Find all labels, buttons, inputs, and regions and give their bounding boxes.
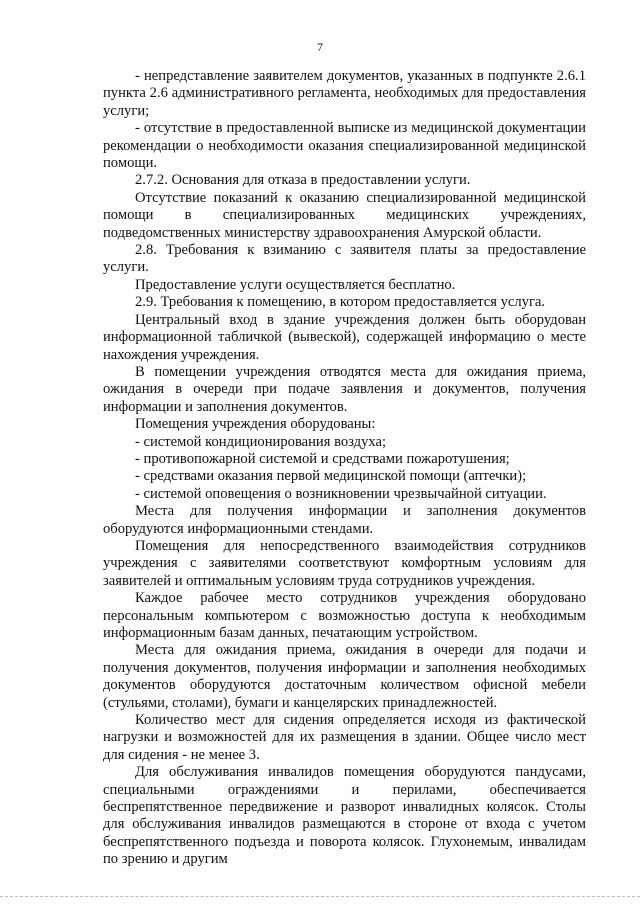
list-item: - системой оповещения о возникновении чрезвычайной ситуации. <box>135 485 547 502</box>
page-bottom-edge <box>0 896 640 897</box>
paragraph: 2.9. Требования к помещению, в котором предоставляется услуга. <box>135 294 546 311</box>
page-number: 7 <box>317 40 323 54</box>
paragraph: - отсутствие в предоставленной выписке из медицинской документации рекомендации о необходимости оказания специализированной медицинской помощи. <box>103 120 586 172</box>
paragraph: Отсутствие показаний к оказанию специализированной медицинской помощи в специализированных медицинских учреждениях, подведомственных министерству здравоохранения Амурской области. <box>103 189 586 241</box>
document-body <box>103 68 586 869</box>
paragraph: 2.8. Требования к взиманию с заявителя платы за предоставление услуги. <box>103 242 586 276</box>
paragraph: Центральный вход в здание учреждения должен быть оборудован информационной табличкой (вывеской), содержащей информацию о месте нахождения учреждения. <box>103 311 586 363</box>
paragraph: Места для ожидания приема, ожидания в очереди для подачи и получения документов, получения информации и заполнения необходимых документов оборудуются достаточным количеством офисной мебели (стульями, столами), бумаги и канцелярских принадлежностей. <box>103 642 586 711</box>
paragraph: Для обслуживания инвалидов помещения оборудуются пандусами, специальными ограждениями и перилами, обеспечивается беспрепятственное передвижение и разворот инвалидных колясок. Столы для обслуживания инвалидов размещаются в стороне от входа с учетом беспрепятственного подъезда и поворота колясок. Глухонемым, инвалидам по зрению и другим <box>103 764 586 868</box>
list-item: - системой кондиционирования воздуха; <box>135 433 387 450</box>
list-item: - средствами оказания первой медицинской помощи (аптечки); <box>135 468 527 485</box>
list-item: - противопожарной системой и средствами пожаротушения; <box>135 450 510 467</box>
paragraph: Помещения для непосредственного взаимодействия сотрудников учреждения с заявителями соответствуют комфортным условиям для заявителей и оптимальным условиям труда сотрудников учреждения. <box>103 537 586 589</box>
paragraph: - непредставление заявителем документов, указанных в подпункте 2.6.1 пункта 2.6 административного регламента, необходимых для предоставления услуги; <box>103 68 586 119</box>
paragraph: 2.7.2. Основания для отказа в предоставлении услуги. <box>135 172 471 189</box>
paragraph: Количество мест для сидения определяется исходя из фактической нагрузки и возможностей для их размещения в здании. Общее число мест для сидения - не менее 3. <box>103 712 586 763</box>
paragraph: Места для получения информации и заполнения документов оборудуются информационными стендами. <box>103 503 586 537</box>
paragraph: Предоставление услуги осуществляется бесплатно. <box>135 276 456 293</box>
paragraph: В помещении учреждения отводятся места для ожидания приема, ожидания в очереди при подаче заявления и документов, получения информации и заполнения документов. <box>103 363 586 415</box>
paragraph: Помещения учреждения оборудованы: <box>135 416 376 433</box>
paragraph: Каждое рабочее место сотрудников учреждения оборудовано персональным компьютером с возможностью доступа к необходимым информационным базам данных, печатающим устройством. <box>103 590 586 641</box>
